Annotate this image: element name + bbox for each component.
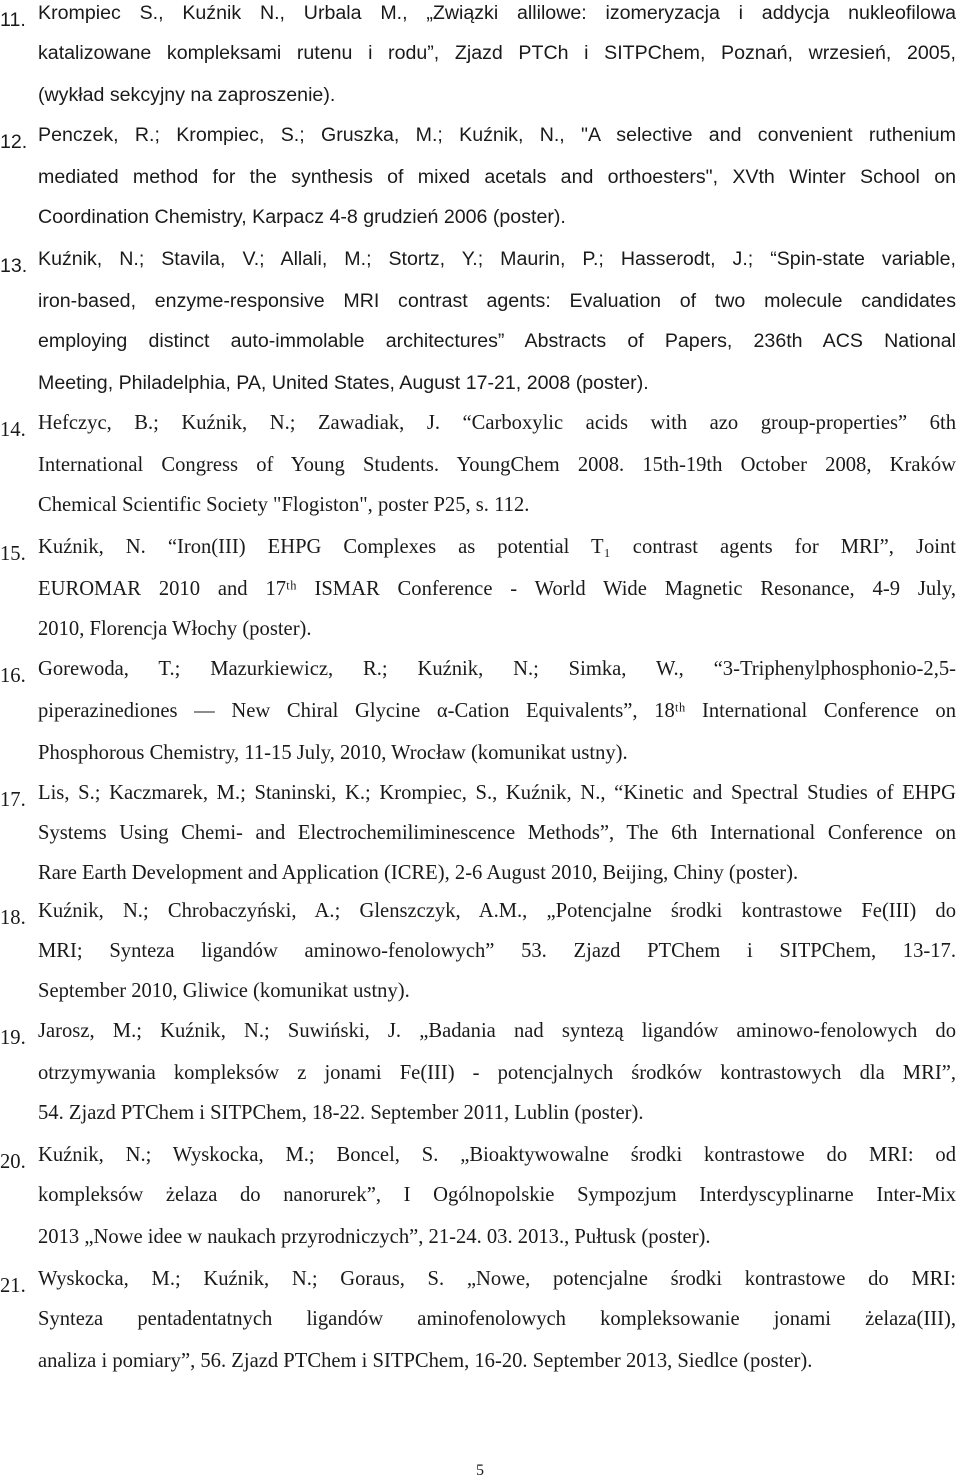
entry-number: 21. <box>0 1275 26 1297</box>
entry-text: Krompiec S., Kuźnik N., Urbala M., „Związki allilowe: izomeryzacja i addycja nukleofilowa <box>38 2 956 24</box>
entry-text: Kuźnik, N.; Stavila, V.; Allali, M.; Stortz, Y.; Maurin, P.; Hasserodt, J.; “Spin-state variable, <box>38 248 956 270</box>
page-number: 5 <box>476 1462 484 1479</box>
entry-line: mediated method for the synthesis of mixed acetals and orthoesters", XVth Winter School on <box>38 166 956 188</box>
entry-text: Hefczyc, B.; Kuźnik, N.; Zawadiak, J. “Carboxylic acids with azo group-properties” 6th <box>38 412 956 434</box>
entry-text: Jarosz, M.; Kuźnik, N.; Suwiński, J. „Badania nad syntezą ligandów aminowo-fenolowych do <box>38 1020 956 1042</box>
entry-line: Chemical Scientific Society "Flogiston", poster P25, s. 112. <box>38 494 530 516</box>
entry-text: Gorewoda, T.; Mazurkiewicz, R.; Kuźnik, N.; Simka, W., “3-Triphenylphosphonio-2,5- <box>38 658 956 680</box>
entry-text: Kuźnik, N.; Wyskocka, M.; Boncel, S. „Bioaktywowalne środki kontrastowe do MRI: od <box>38 1144 956 1166</box>
entry-line: iron-based, enzyme-responsive MRI contrast agents: Evaluation of two molecule candidates <box>38 290 956 312</box>
entry-first-line <box>0 2 956 31</box>
entry-first-line <box>0 124 956 153</box>
entry-line: katalizowane kompleksami rutenu i rodu”, Zjazd PTCh i SITPChem, Poznań, wrzesień, 2005, <box>38 42 956 64</box>
entry-first-line <box>0 1268 956 1297</box>
entry-line: employing distinct auto-immolable architectures” Abstracts of Papers, 236th ACS National <box>38 330 956 352</box>
entry-line: Meeting, Philadelphia, PA, United States, August 17-21, 2008 (poster). <box>38 372 649 394</box>
entry-line: 54. Zjazd PTChem i SITPChem, 18-22. September 2011, Lublin (poster). <box>38 1102 644 1124</box>
entry-first-line <box>0 658 956 687</box>
entry-first-line <box>0 536 956 565</box>
entry-line: Coordination Chemistry, Karpacz 4-8 grudzień 2006 (poster). <box>38 206 566 228</box>
entry-line: analiza i pomiary”, 56. Zjazd PTChem i SITPChem, 16-20. September 2013, Siedlce (poster). <box>38 1350 813 1372</box>
entry-text: Kuźnik, N. “Iron(III) EHPG Complexes as potential T₁ contrast agents for MRI”, Joint <box>38 536 956 558</box>
entry-number: 12. <box>0 131 28 153</box>
entry-text: Kuźnik, N.; Chrobaczyński, A.; Glenszczyk, A.M., „Potencjalne środki kontrastowe Fe(III) do <box>38 900 956 922</box>
entry-line: 2013 „Nowe idee w naukach przyrodniczych”, 21-24. 03. 2013., Pułtusk (poster). <box>38 1226 711 1248</box>
entry-number: 15. <box>0 543 26 565</box>
entry-number: 16. <box>0 665 26 687</box>
entry-line: International Congress of Young Students. YoungChem 2008. 15th-19th October 2008, Kraków <box>38 454 956 476</box>
entry-line: Phosphorous Chemistry, 11-15 July, 2010, Wrocław (komunikat ustny). <box>38 742 628 764</box>
entry-first-line <box>0 1144 956 1173</box>
entry-line: piperazinediones — New Chiral Glycine α-Cation Equivalents”, 18ᵗʰ International Conference on <box>38 700 956 722</box>
entry-line: 2010, Florencja Włochy (poster). <box>38 618 312 640</box>
entry-number: 20. <box>0 1151 26 1173</box>
entry-first-line <box>0 1020 956 1049</box>
entry-line: kompleksów żelaza do nanorurek”, I Ogólnopolskie Sympozjum Interdyscyplinarne Inter-Mix <box>38 1184 956 1206</box>
entry-number: 19. <box>0 1027 26 1049</box>
entry-line: September 2010, Gliwice (komunikat ustny). <box>38 980 410 1002</box>
entry-number: 13. <box>0 255 28 277</box>
entry-line: Synteza pentadentatnych ligandów aminofenolowych kompleksowanie jonami żelaza(III), <box>38 1308 956 1330</box>
entry-number: 17. <box>0 789 26 811</box>
entry-line: (wykład sekcyjny na zaproszenie). <box>38 84 336 106</box>
entry-line: EUROMAR 2010 and 17ᵗʰ ISMAR Conference - World Wide Magnetic Resonance, 4-9 July, <box>38 578 956 600</box>
entry-line: Systems Using Chemi- and Electrochemiliminescence Methods”, The 6th International Conference on <box>38 822 956 844</box>
entry-text: Lis, S.; Kaczmarek, M.; Staninski, K.; Krompiec, S., Kuźnik, N., “Kinetic and Spectral Studies of EHPG <box>38 782 956 804</box>
entry-line: otrzymywania kompleksów z jonami Fe(III) - potencjalnych środków kontrastowych dla MRI”, <box>38 1062 956 1084</box>
entry-first-line <box>0 412 956 441</box>
entry-number: 14. <box>0 419 26 441</box>
entry-first-line <box>0 782 956 811</box>
entry-first-line <box>0 900 956 929</box>
entry-number: 11. <box>0 9 26 31</box>
entry-first-line <box>0 248 956 277</box>
entry-number: 18. <box>0 907 26 929</box>
entry-text: Wyskocka, M.; Kuźnik, N.; Goraus, S. „Nowe, potencjalne środki kontrastowe do MRI: <box>38 1268 956 1290</box>
entry-line: MRI; Synteza ligandów aminowo-fenolowych” 53. Zjazd PTChem i SITPChem, 13-17. <box>38 940 956 962</box>
entry-line: Rare Earth Development and Application (ICRE), 2-6 August 2010, Beijing, Chiny (poster). <box>38 862 799 884</box>
entry-text: Penczek, R.; Krompiec, S.; Gruszka, M.; Kuźnik, N., "A selective and convenient ruthenium <box>38 124 956 146</box>
